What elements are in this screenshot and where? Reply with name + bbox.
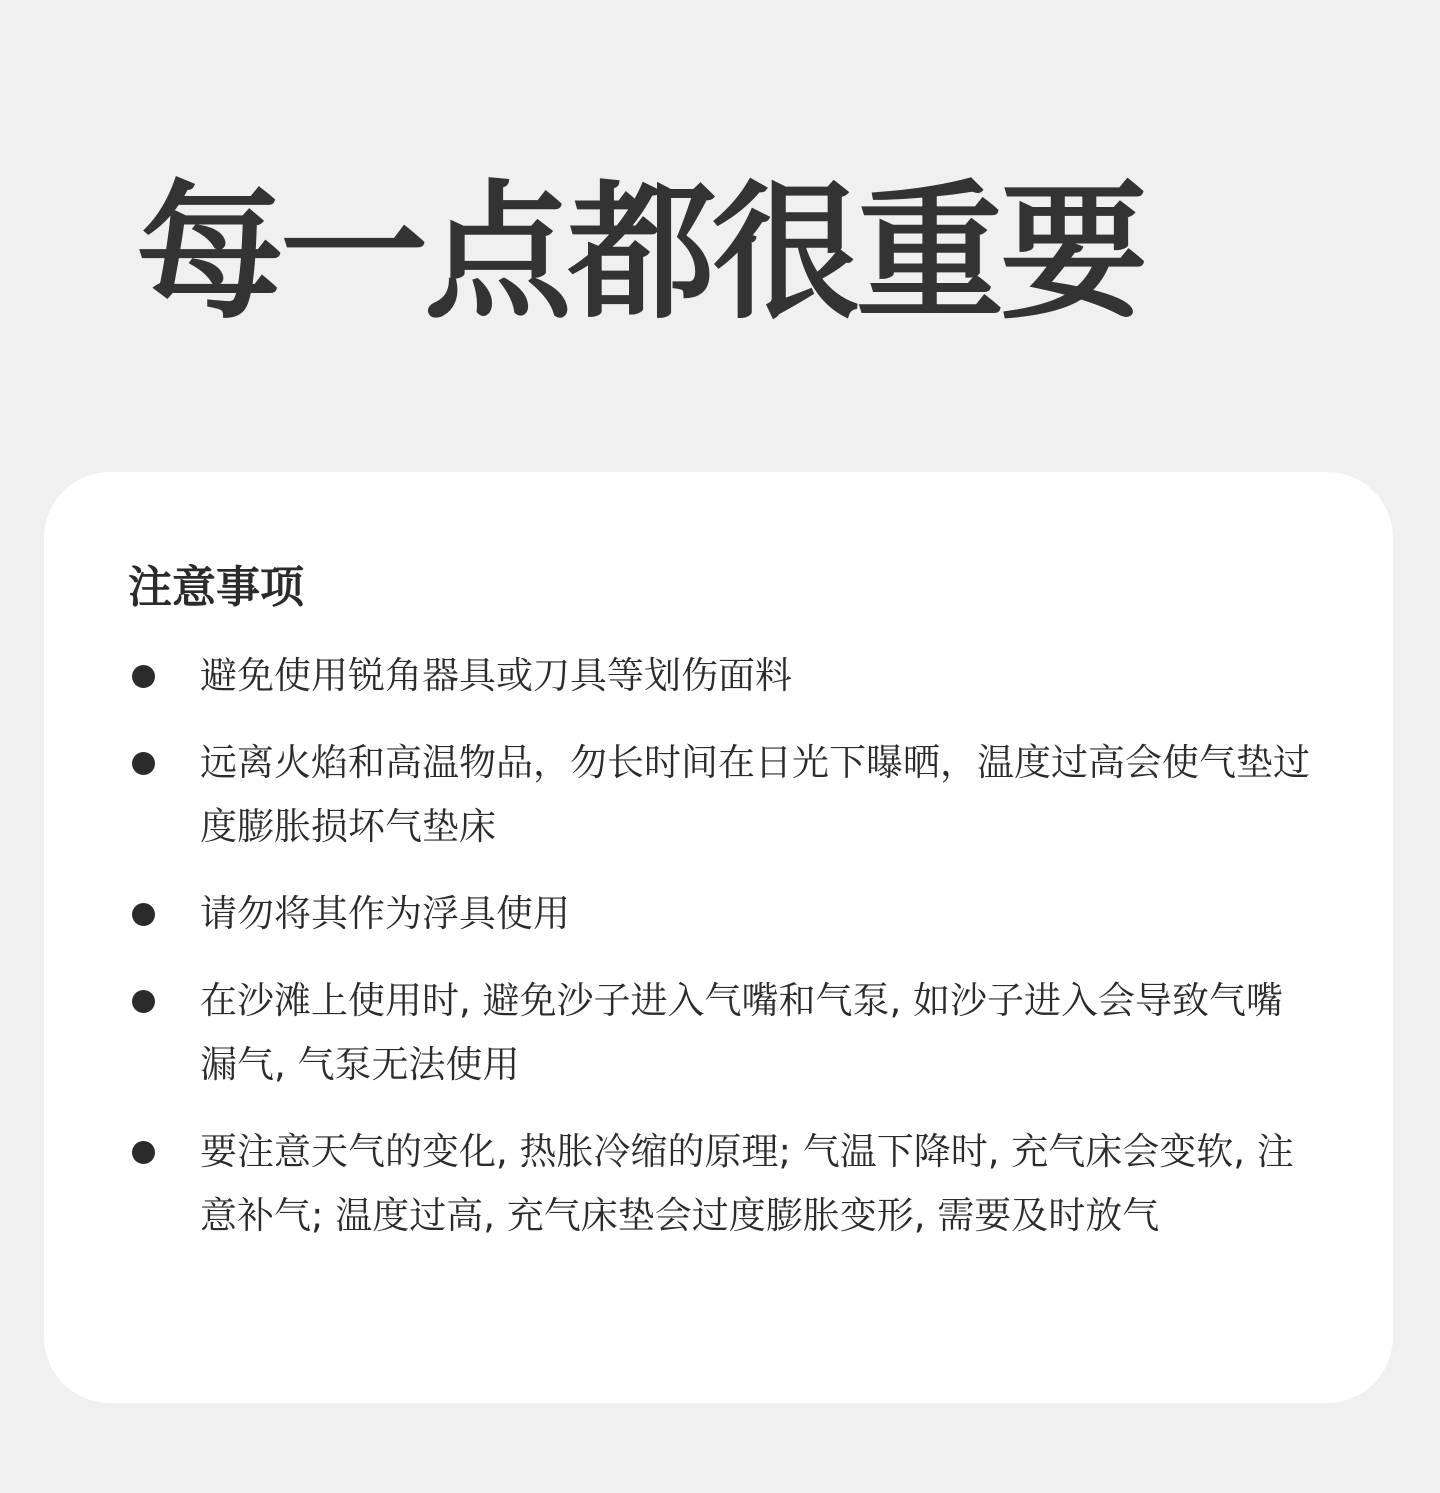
bullet-dot-icon — [132, 903, 155, 926]
bullet-dot-icon — [132, 752, 155, 775]
notice-item — [44, 731, 1393, 859]
bullet-dot-icon — [132, 665, 155, 688]
notice-item-text: 远离火焰和高温物品，勿长时间在日光下曝晒，温度过高会使气垫过度膨胀损坏气垫床 — [200, 741, 1310, 848]
bullet-dot-icon — [132, 990, 155, 1013]
notice-item-text: 请勿将其作为浮具使用 — [200, 892, 570, 935]
notice-item — [44, 1120, 1393, 1248]
page-title: 每一点都很重要 — [136, 167, 1144, 339]
bullet-dot-icon — [132, 1141, 155, 1164]
notice-item-text: 要注意天气的变化, 热胀冷缩的原理; 气温下降时, 充气床会变软, 注意补气; 温度过高, 充气床垫会过度膨胀变形, 需要及时放气 — [200, 1130, 1294, 1237]
notice-list — [44, 644, 1393, 1271]
notice-item-text: 避免使用锐角器具或刀具等划伤面料 — [200, 654, 792, 697]
notice-heading: 注意事项 — [128, 562, 304, 613]
notice-item — [44, 882, 1393, 946]
notice-card — [44, 472, 1393, 1403]
notice-item-text: 在沙滩上使用时, 避免沙子进入气嘴和气泵, 如沙子进入会导致气嘴漏气, 气泵无法使用 — [200, 979, 1284, 1086]
notice-item — [44, 969, 1393, 1097]
notice-item — [44, 644, 1393, 708]
